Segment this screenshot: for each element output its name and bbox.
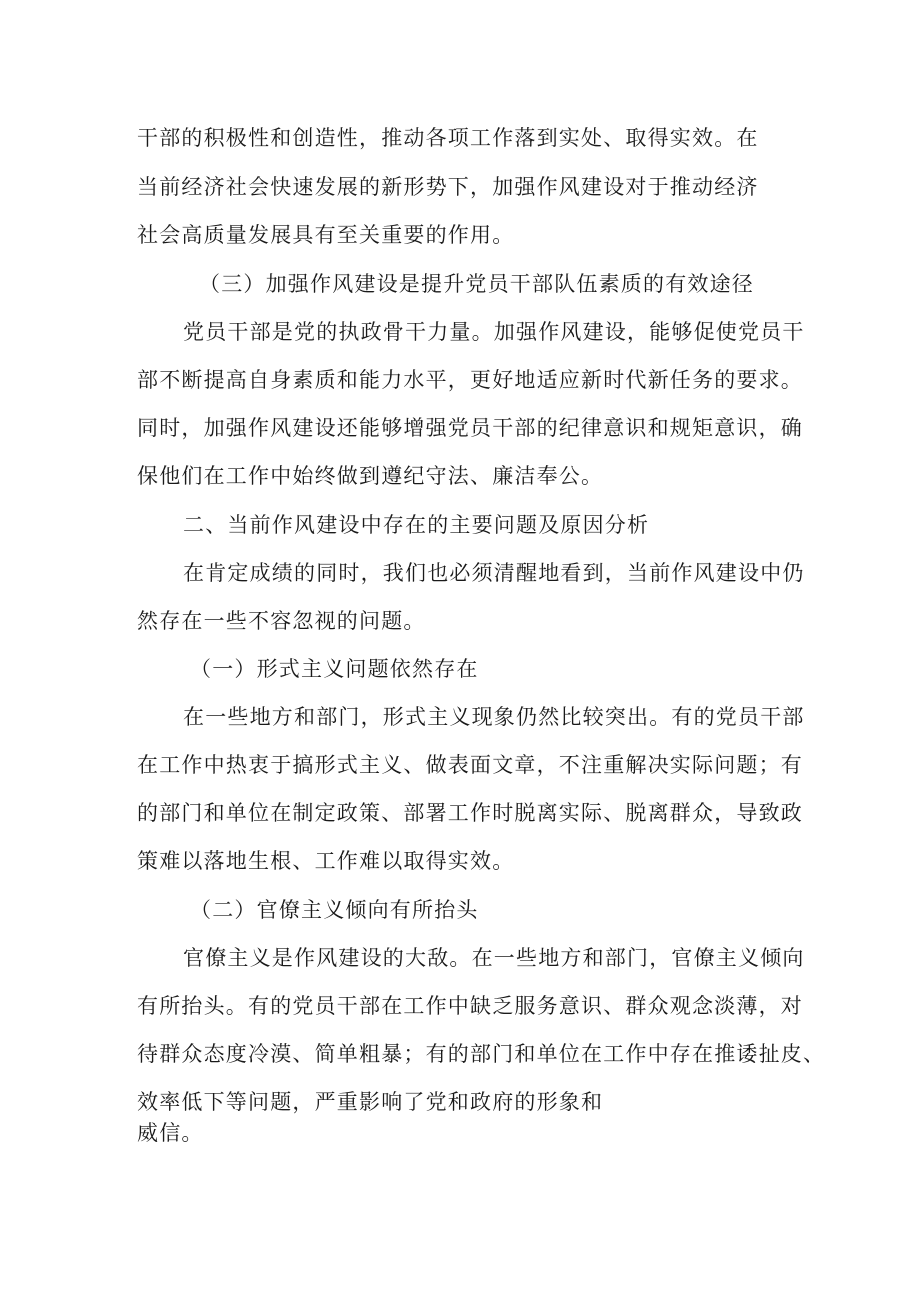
paragraph-line-8: 保他们在工作中始终做到遵纪守法、廉洁奉公。 bbox=[137, 464, 604, 488]
section-heading-3: （三）加强作风建设是提升党员干部队伍素质的有效途径 bbox=[199, 272, 754, 296]
paragraph-line-14: 在工作中热衷于搞形式主义、做表面文章，不注重解决实际问题；有 bbox=[137, 753, 803, 777]
paragraph-line-6: 部不断提高自身素质和能力水平，更好地适应新时代新任务的要求。 bbox=[137, 368, 803, 392]
paragraph-line-19: 有所抬头。有的党员干部在工作中缺乏服务意识、群众观念淡薄，对 bbox=[137, 994, 803, 1018]
paragraph-line-18: 官僚主义是作风建设的大敌。在一些地方和部门，官僚主义倾向 bbox=[183, 946, 805, 970]
paragraph-line-11: 然存在一些不容忽视的问题。 bbox=[137, 609, 426, 633]
section-heading-2: （二）官僚主义倾向有所抬头 bbox=[190, 898, 479, 922]
paragraph-line-7: 同时，加强作风建设还能够增强党员干部的纪律意识和规矩意识，确 bbox=[137, 416, 803, 440]
paragraph-line-15: 的部门和单位在制定政策、部署工作时脱离实际、脱离群众，导致政 bbox=[137, 801, 803, 825]
chapter-heading-2: 二、当前作风建设中存在的主要问题及原因分析 bbox=[183, 513, 650, 537]
paragraph-line-13: 在一些地方和部门，形式主义现象仍然比较突出。有的党员干部 bbox=[183, 705, 805, 729]
paragraph-line-10: 在肯定成绩的同时，我们也必须清醒地看到，当前作风建设中仍 bbox=[183, 561, 805, 585]
paragraph-line-22: 威信。 bbox=[137, 1121, 204, 1145]
paragraph-line-5: 党员干部是党的执政骨干力量。加强作风建设，能够促使党员干 bbox=[183, 320, 805, 344]
section-heading-1: （一）形式主义问题依然存在 bbox=[190, 657, 479, 681]
paragraph-line-21: 效率低下等问题，严重影响了党和政府的形象和 bbox=[137, 1090, 604, 1114]
paragraph-line-1: 干部的积极性和创造性，推动各项工作落到实处、取得实效。在 bbox=[137, 126, 759, 150]
paragraph-line-16: 策难以落地生根、工作难以取得实效。 bbox=[137, 849, 515, 873]
paragraph-line-20: 待群众态度冷漠、简单粗暴；有的部门和单位在工作中存在推诿扯皮、 bbox=[137, 1042, 826, 1066]
paragraph-line-3: 社会高质量发展具有至关重要的作用。 bbox=[137, 223, 515, 247]
paragraph-line-2: 当前经济社会快速发展的新形势下，加强作风建设对于推动经济 bbox=[137, 175, 759, 199]
